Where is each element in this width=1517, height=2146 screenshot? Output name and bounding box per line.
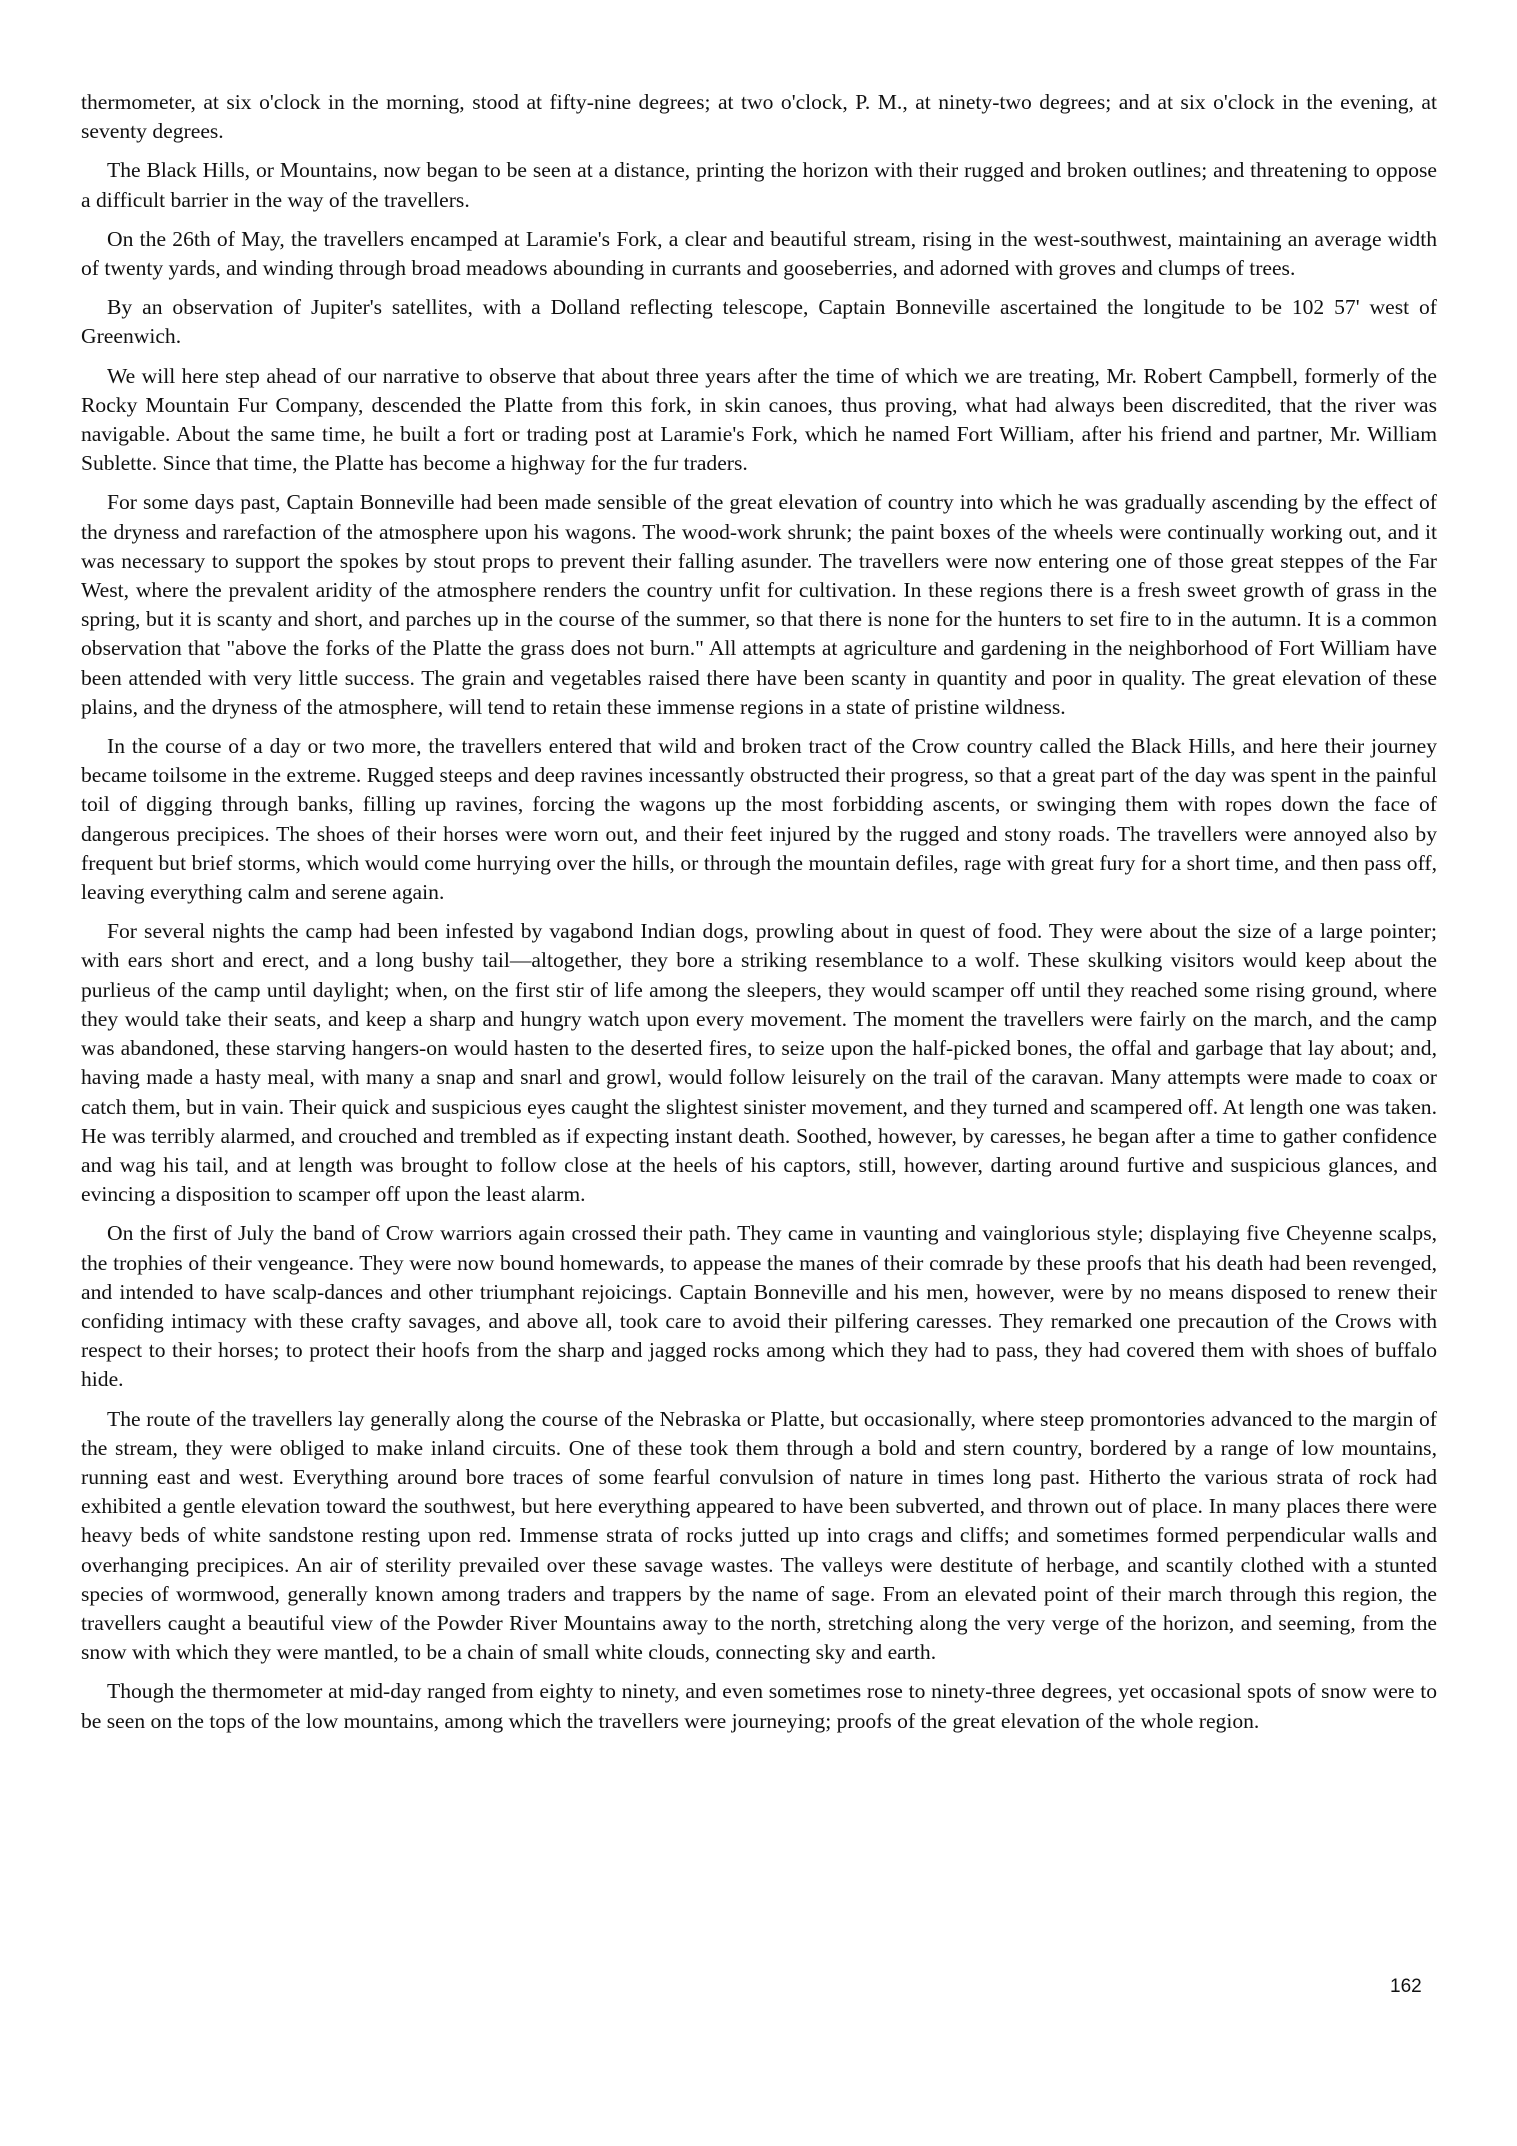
- paragraph-9: On the first of July the band of Crow warriors again crossed their path. They came in vaunting and vainglorious style; displaying five Cheyenne scalps, the trophies of their vengeance. They were now bound homewards, to appease the manes of their comrade by these proofs that his death had been revenged, and intended to have scalp-dances and other triumphant rejoicings. Captain Bonneville and his men, however, were by no means disposed to renew their confiding intimacy with these crafty savages, and above all, took care to avoid their pilfering caresses. They remarked one precaution of the Crows with respect to their horses; to protect their hoofs from the sharp and jagged rocks among which they had to pass, they had covered them with shoes of buffalo hide.: [81, 1221, 1437, 1392]
- paragraph-3: On the 26th of May, the travellers encamped at Laramie's Fork, a clear and beautiful stream, rising in the west-southwest, maintaining an average width of twenty yards, and winding through broad meadows abounding in currants and gooseberries, and adorned with groves and clumps of trees.: [81, 226, 1437, 281]
- page-body: [81, 88, 1437, 1746]
- paragraph-2: The Black Hills, or Mountains, now began to be seen at a distance, printing the horizon with their rugged and broken outlines; and threatening to oppose a difficult barrier in the way of the travellers.: [81, 158, 1437, 212]
- paragraph-5: We will here step ahead of our narrative to observe that about three years after the time of which we are treating, Mr. Robert Campbell, formerly of the Rocky Mountain Fur Company, descended the Platte from this fork, in skin canoes, thus proving, what had always been discredited, that the river was navigable. About the same time, he built a fort or trading post at Laramie's Fork, which he named Fort William, after his friend and partner, Mr. William Sublette. Since that time, the Platte has become a highway for the fur traders.: [81, 363, 1437, 476]
- paragraph-11: Though the thermometer at mid-day ranged from eighty to ninety, and even sometimes rose to ninety-three degrees, yet occasional spots of snow were to be seen on the tops of the low mountains, among which the travellers were journeying; proofs of the great elevation of the whole region.: [81, 1679, 1437, 1733]
- page-number: 162: [1390, 1976, 1422, 1997]
- paragraph-8: For several nights the camp had been infested by vagabond Indian dogs, prowling about in quest of food. They were about the size of a large pointer; with ears short and erect, and a long bushy tail—altogether, they bore a striking resemblance to a wolf. These skulking visitors would keep about the purlieus of the camp until daylight; when, on the first stir of life among the sleepers, they would scamper off until they reached some rising ground, where they would take their seats, and keep a sharp and hungry watch upon every movement. The moment the travellers were fairly on the march, and the camp was abandoned, these starving hangers-on would hasten to the deserted fires, to seize upon the half-picked bones, the offal and garbage that lay about; and, having made a hasty meal, with many a snap and snarl and growl, would follow leisurely on the trail of the caravan. Many attempts were made to coax or catch them, but in vain. Their quick and suspicious eyes caught the slightest sinister movement, and they turned and scampered off. At length one was taken. He was terribly alarmed, and crouched and trembled as if expecting instant death. Soothed, however, by caresses, he began after a time to gather confidence and wag his tail, and at length was brought to follow close at the heels of his captors, still, however, darting around furtive and suspicious glances, and evincing a disposition to scamper off upon the least alarm.: [81, 919, 1437, 1207]
- paragraph-6: For some days past, Captain Bonneville had been made sensible of the great elevation of country into which he was gradually ascending by the effect of the dryness and rarefaction of the atmosphere upon his wagons. The wood-work shrunk; the paint boxes of the wheels were continually working out, and it was necessary to support the spokes by stout props to prevent their falling asunder. The travellers were now entering one of those great steppes of the Far West, where the prevalent aridity of the atmosphere renders the country unfit for cultivation. In these regions there is a fresh sweet growth of grass in the spring, but it is scanty and short, and parches up in the course of the summer, so that there is none for the hunters to set fire to in the autumn. It is a common observation that "above the forks of the Platte the grass does not burn." All attempts at agriculture and gardening in the neighborhood of Fort William have been attended with very little success. The grain and vegetables raised there have been scanty in quantity and poor in quality. The great elevation of these plains, and the dryness of the atmosphere, will tend to retain these immense regions in a state of pristine wildness.: [81, 490, 1437, 719]
- paragraph-7: In the course of a day or two more, the travellers entered that wild and broken tract of the Crow country called the Black Hills, and here their journey became toilsome in the extreme. Rugged steeps and deep ravines incessantly obstructed their progress, so that a great part of the day was spent in the painful toil of digging through banks, filling up ravines, forcing the wagons up the most forbidding ascents, or swinging them with ropes down the face of dangerous precipices. The shoes of their horses were worn out, and their feet injured by the rugged and stony roads. The travellers were annoyed also by frequent but brief storms, which would come hurrying over the hills, or through the mountain defiles, rage with great fury for a short time, and then pass off, leaving everything calm and serene again.: [81, 734, 1437, 905]
- paragraph-1: thermometer, at six o'clock in the morning, stood at fifty-nine degrees; at two o'clock, P. M., at ninety-two degrees; and at six o'clock in the evening, at seventy degrees.: [81, 90, 1437, 144]
- paragraph-4: By an observation of Jupiter's satellites, with a Dolland reflecting telescope, Captain Bonneville ascertained the longitude to be 102 57' west of Greenwich.: [81, 295, 1437, 349]
- paragraph-10: The route of the travellers lay generally along the course of the Nebraska or Platte, but occasionally, where steep promontories advanced to the margin of the stream, they were obliged to make inland circuits. One of these took them through a bold and stern country, bordered by a range of low mountains, running east and west. Everything around bore traces of some fearful convulsion of nature in times long past. Hitherto the various strata of rock had exhibited a gentle elevation toward the southwest, but here everything appeared to have been subverted, and thrown out of place. In many places there were heavy beds of white sandstone resting upon red. Immense strata of rocks jutted up into crags and cliffs; and sometimes formed perpendicular walls and overhanging precipices. An air of sterility prevailed over these savage wastes. The valleys were destitute of herbage, and scantily clothed with a stunted species of wormwood, generally known among traders and trappers by the name of sage. From an elevated point of their march through this region, the travellers caught a beautiful view of the Powder River Mountains away to the north, stretching along the very verge of the horizon, and seeming, from the snow with which they were mantled, to be a chain of small white clouds, connecting sky and earth.: [81, 1406, 1437, 1665]
